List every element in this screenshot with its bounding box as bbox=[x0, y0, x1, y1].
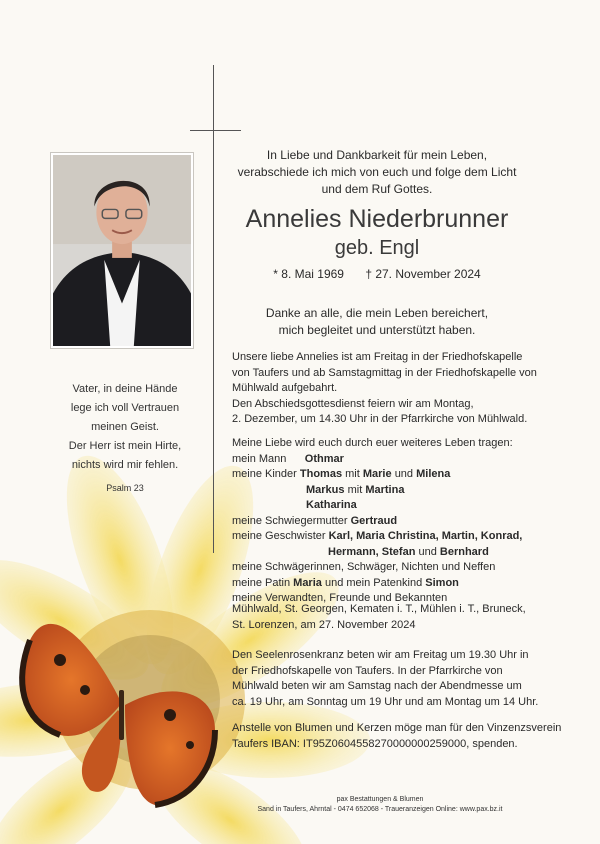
intro-text bbox=[222, 147, 532, 198]
text-line: Den Abschiedsgottesdienst feiern wir am Montag, bbox=[232, 397, 474, 410]
quote-line: Der Herr ist mein Hirte, bbox=[68, 440, 182, 452]
family-child2-line: Markus mit Martina bbox=[306, 483, 405, 496]
thanks-text bbox=[222, 305, 532, 339]
family-relatives-line: meine Verwandten, Freunde und Bekannten bbox=[232, 592, 448, 604]
footer-company: pax Bestattungen & Blumen bbox=[336, 796, 424, 803]
deceased-name: Annelies Niederbrunner bbox=[245, 205, 509, 233]
viewing-info bbox=[232, 350, 552, 428]
family-children-line: meine Kinder Thomas mit Marie und Milena bbox=[232, 468, 451, 480]
portrait-photo bbox=[53, 155, 191, 346]
intro-line: verabschiede ich mich von euch und folge dem Licht bbox=[237, 165, 517, 179]
family-mil-line: meine Schwiegermutter Gertraud bbox=[232, 514, 398, 527]
quote-line: meinen Geist. bbox=[91, 421, 159, 433]
quote-line: nichts wird mir fehlen. bbox=[71, 459, 179, 471]
maiden-name: geb. Engl bbox=[334, 237, 420, 259]
funeral-home-footer bbox=[230, 795, 530, 815]
thanks-line: Danke an alle, die mein Leben bereichert, bbox=[265, 306, 489, 320]
cross-horizontal bbox=[190, 130, 241, 131]
footer-contact: Sand in Taufers, Ahrntal - 0474 652068 - Traueranzeigen Online: www.pax.bz.it bbox=[257, 806, 503, 813]
text-line: Unsere liebe Annelies ist am Freitag in der Friedhofskapelle bbox=[232, 351, 523, 363]
portrait-photo-frame bbox=[50, 152, 194, 349]
text-line: Mühlwald, St. Georgen, Kematen i. T., Mühlen i. T., Bruneck, bbox=[232, 603, 526, 615]
intro-line: und dem Ruf Gottes. bbox=[321, 182, 433, 196]
birth-date: * 8. Mai 1969 bbox=[273, 267, 344, 281]
family-inlaws-line: meine Schwägerinnen, Schwäger, Nichten und Neffen bbox=[232, 561, 496, 573]
donation-info bbox=[232, 721, 562, 752]
family-husband-line: mein Mann Othmar bbox=[232, 452, 344, 465]
text-line: Anstelle von Blumen und Kerzen möge man für den Vinzenzsverein bbox=[232, 722, 562, 734]
family-siblings-line: meine Geschwister Karl, Maria Christina, Martin, Konrad, bbox=[232, 530, 523, 542]
family-child3-line: Katharina bbox=[306, 499, 357, 511]
quote-line: lege ich voll Vertrauen bbox=[70, 402, 180, 414]
thanks-line: mich begleitet und unterstützt haben. bbox=[278, 323, 476, 337]
death-date: † 27. November 2024 bbox=[365, 267, 481, 281]
place-date bbox=[232, 602, 552, 633]
text-line: 2. Dezember, um 14.30 Uhr in der Pfarrkirche von Mühlwald. bbox=[232, 413, 528, 425]
cross-vertical bbox=[213, 65, 214, 553]
quote-source: Psalm 23 bbox=[106, 483, 144, 493]
intro-line: In Liebe und Dankbarkeit für mein Leben, bbox=[266, 148, 488, 162]
text-line: der Friedhofskapelle von Taufers. In der Pfarrkirche von bbox=[232, 664, 503, 677]
text-line: Mühlwald aufgebahrt. bbox=[232, 382, 338, 394]
text-line: St. Lorenzen, am 27. November 2024 bbox=[232, 618, 416, 631]
text-line: ca. 19 Uhr, am Sonntag um 19 Uhr und am Montag um 14 Uhr. bbox=[232, 695, 539, 708]
text-line: von Taufers und ab Samstagmittag in der Friedhofskapelle von bbox=[232, 366, 537, 379]
text-line: Taufers IBAN: IT95Z0604558270000000259000, spenden. bbox=[232, 737, 518, 750]
quote-line: Vater, in deine Hände bbox=[72, 383, 178, 395]
bible-quote bbox=[40, 380, 210, 498]
family-intro: Meine Liebe wird euch durch euer weiteres Leben tragen: bbox=[232, 437, 513, 449]
life-dates bbox=[222, 266, 532, 282]
rosary-info bbox=[232, 648, 552, 710]
text-line: Mühlwald beten wir am Samstag nach der Abendmesse um bbox=[232, 680, 522, 692]
family-godparent-line: meine Patin Maria und mein Patenkind Simon bbox=[232, 576, 459, 589]
family-siblings-line2: Hermann, Stefan und Bernhard bbox=[328, 545, 489, 558]
text-line: Den Seelenrosenkranz beten wir am Freitag um 19.30 Uhr in bbox=[232, 649, 529, 661]
family-list bbox=[232, 436, 552, 607]
